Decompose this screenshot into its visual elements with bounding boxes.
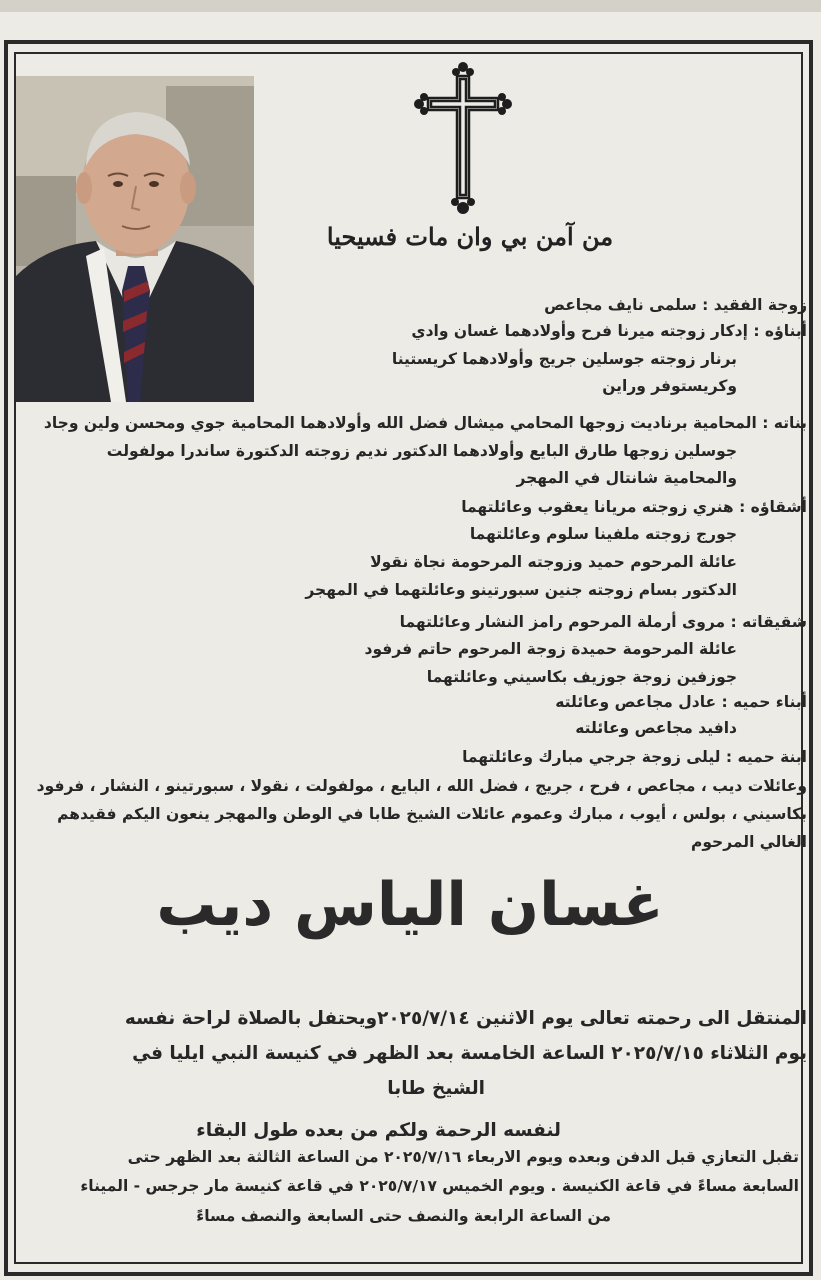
cross-icon <box>412 58 514 220</box>
brothers-line-3: عائلة المرحوم حميد وزوجته المرحومة نجاة نقولا <box>370 553 737 571</box>
bible-verse: من آمن بي وان مات فسيحيا <box>326 222 614 251</box>
condolence-line-3: من الساعة الرابعة والنصف حتى السابعة والنصف مساءً <box>196 1207 611 1225</box>
deceased-name: غسان الياس ديب <box>156 870 664 940</box>
brothers-line-4: الدكتور بسام زوجته جنين سبورتينو وعائلتهما في المهجر <box>305 581 737 599</box>
sons-line-3: وكريستوفر وراين <box>602 377 737 395</box>
prayer-line-3: الشيخ طابا <box>387 1078 485 1099</box>
top-strip <box>0 0 821 12</box>
blessing-line: لنفسه الرحمة ولكم من بعده طول البقاء <box>196 1120 561 1141</box>
families-line-2: بكاسيني ، بولس ، أيوب ، مبارك وعموم عائلات الشيخ طابا في الوطن والمهجر ينعون اليكم فقيدهم <box>57 805 807 823</box>
condolence-line-2: السابعة مساءً في قاعة الكنيسة . ويوم الخميس ٢٠٢٥/٧/١٧ في قاعة كنيسة مار جرجس - الميناء <box>80 1177 799 1195</box>
portrait-illustration <box>16 76 254 402</box>
sons-line-2: برنار زوجته جوسلين جريج وأولادهما كريستينا <box>391 350 737 368</box>
sisters-line-2: عائلة المرحومة حميدة زوجة المرحوم حاتم فرفود <box>364 640 737 658</box>
sons-line-1: أبناؤه : إدكار زوجته ميرنا فرح وأولادهما غسان وادي <box>411 322 807 340</box>
daughters-line-2: جوسلين زوجها طارق البايع وأولادهما الدكتور نديم زوجته الدكتورة ساندرا مولفولت <box>106 442 737 460</box>
prayer-line-2: يوم الثلاثاء ٢٠٢٥/٧/١٥ الساعة الخامسة بعد الظهر في كنيسة النبي ايليا في <box>132 1043 807 1064</box>
in-law-sons-line-1: أبناء حميه : عادل مجاعص وعائلته <box>555 693 807 711</box>
brothers-line-1: أشقاؤه : هنري زوجته مريانا يعقوب وعائلتهما <box>461 498 807 516</box>
sisters-line-3: جوزفين زوجة جوزيف بكاسيني وعائلتهما <box>426 668 737 686</box>
portrait-photo <box>16 76 254 402</box>
families-line-1: وعائلات ديب ، مجاعص ، فرح ، جريج ، فضل الله ، البايع ، مولفولت ، نقولا ، سبورتينو ، النشار ، فرفود <box>36 777 807 795</box>
prayer-line-1: المنتقل الى رحمته تعالى يوم الاثنين ٢٠٢٥/٧/١٤ويحتفل بالصلاة لراحة نفسه <box>124 1008 807 1029</box>
in-law-daughter-line: ابنة حميه : ليلى زوجة جرجي مبارك وعائلتهما <box>462 748 807 766</box>
in-law-sons-line-2: دافيد مجاعص وعائلته <box>575 719 737 737</box>
condolence-line-1: تقبل التعازي قبل الدفن وبعده ويوم الاربعاء ٢٠٢٥/٧/١٦ من الساعة الثالثة بعد الظهر حتى <box>127 1148 799 1166</box>
wife-line: زوجة الفقيد : سلمى نايف مجاعص <box>544 296 807 314</box>
daughters-line-3: والمحامية شانتال في المهجر <box>516 469 737 487</box>
daughters-line-1: بناته : المحامية برناديت زوجها المحامي ميشال فضل الله وأولادهما المحامية جوي ومحسن ولين وجاد <box>43 414 807 432</box>
brothers-line-2: جورج زوجته ملفينا سلوم وعائلتهما <box>469 525 737 543</box>
sisters-line-1: شقيقاته : مروى أرملة المرحوم رامز النشار وعائلتهما <box>399 613 807 631</box>
families-line-3: الغالي المرحوم <box>690 833 807 851</box>
